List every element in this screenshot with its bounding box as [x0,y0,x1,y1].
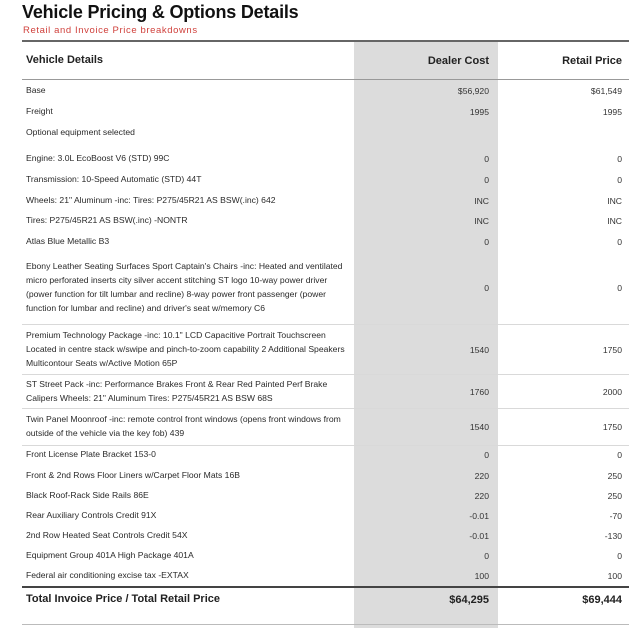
table-row [22,326,629,374]
table-row [22,566,629,586]
table-bottom-rule [22,624,629,625]
page-subtitle: Retail and Invoice Price breakdowns [23,25,198,36]
table-row [22,148,629,169]
row-dealer-cost: 1760 [469,387,489,397]
total-row [22,588,629,612]
total-retail-price: $69,444 [582,594,622,606]
table-row [22,376,629,408]
row-dealer-cost: 0 [484,153,489,164]
row-retail-price: INC [607,216,622,226]
header-vehicle-details: Vehicle Details [26,53,104,66]
row-retail-price: 0 [617,153,622,164]
row-description: Equipment Group 401A High Package 401A [26,550,194,561]
row-dealer-cost: 0 [484,551,489,561]
row-description: Front License Plate Bracket 153-0 [26,449,156,460]
table-row [22,252,629,324]
row-divider [22,324,629,325]
row-description: Ebony Leather Seating Surfaces Sport Captain's Chairs -inc: Heated and ventilated micro perforated inserts city silver accent stitching ST logo 10-way power driver (power function for tilt lumbar and recline) 8-way power front passenger (power function for lumbar and recline) and driver's seat w/memory C6 [26,261,343,313]
row-description: Federal air conditioning excise tax -EXTAX [26,570,189,581]
table-row [22,211,629,231]
row-description: Engine: 3.0L EcoBoost V6 (STD) 99C [26,152,170,163]
row-divider [22,374,629,375]
row-divider [22,408,629,409]
row-retail-price: 1995 [602,106,622,117]
row-dealer-cost: 1995 [469,106,489,117]
row-description: Black Roof-Rack Side Rails 86E [26,490,149,501]
row-dealer-cost: 0 [484,450,489,460]
row-dealer-cost: 0 [484,236,489,247]
total-dealer-cost: $64,295 [449,594,489,606]
total-label: Total Invoice Price / Total Retail Price [26,593,220,606]
table-row [22,101,629,122]
table-row [22,169,629,190]
row-retail-price: 0 [617,450,622,460]
header-dealer-cost: Dealer Cost [427,54,489,67]
row-retail-price: -70 [609,511,622,521]
row-retail-price: 100 [607,571,622,581]
row-retail-price: 0 [617,551,622,561]
page-title: Vehicle Pricing & Options Details [22,2,299,22]
row-retail-price: -130 [604,531,622,541]
table-row [22,506,629,526]
row-dealer-cost: -0.01 [469,511,489,521]
row-description: ST Street Pack -inc: Performance Brakes Front & Rear Red Painted Perf Brake Calipers Wheels: 21" Aluminum Tires: P275/45R21 AS BSW 68S [26,379,328,403]
pricing-table [22,40,629,628]
row-description: Transmission: 10-Speed Automatic (STD) 44T [26,173,202,184]
row-retail-price: 1750 [602,422,622,432]
row-description: Optional equipment selected [26,127,135,138]
row-retail-price: INC [607,195,622,206]
row-description: Rear Auxiliary Controls Credit 91X [26,510,157,521]
row-retail-price: 0 [617,174,622,185]
row-retail-price: $61,549 [590,85,622,96]
row-description: Atlas Blue Metallic B3 [26,235,110,246]
table-row [22,445,629,465]
table-header-row [22,42,629,79]
row-dealer-cost: 1540 [469,345,489,355]
row-description: 2nd Row Heated Seat Controls Credit 54X [26,530,188,541]
table-row [22,526,629,546]
row-retail-price: 0 [617,236,622,247]
row-description: Freight [26,105,53,116]
row-dealer-cost: 220 [474,470,489,481]
row-dealer-cost: 100 [474,571,489,581]
row-retail-price: 2000 [602,387,622,397]
row-description: Twin Panel Moonroof -inc: remote control front windows (opens front windows from outside of the vehicle via the key fob) 439 [26,414,341,438]
row-retail-price: 250 [607,470,622,481]
table-row [22,80,629,101]
table-row [22,465,629,486]
row-description: Front & 2nd Rows Floor Liners w/Carpet Floor Mats 16B [26,469,240,480]
row-dealer-cost: $56,920 [457,85,489,96]
row-description: Premium Technology Package -inc: 10.1" LCD Capacitive Portrait Touchscreen Located in centre stack w/swipe and pinch-to-zoom capability 2 Additional Speakers Multicontour Seats w/Active Motion 65P [26,330,345,368]
table-row [22,486,629,506]
row-dealer-cost: -0.01 [469,531,489,541]
row-description: Base [26,84,46,95]
row-retail-price: 0 [617,283,622,293]
row-description: Wheels: 21" Aluminum -inc: Tires: P275/45R21 AS BSW(.inc) 642 [26,194,276,205]
row-description: Tires: P275/45R21 AS BSW(.inc) -NONTR [26,215,188,226]
row-dealer-cost: INC [474,216,489,226]
header-retail-price: Retail Price [562,54,622,67]
row-dealer-cost: 1540 [469,422,489,432]
table-row [22,122,629,144]
row-retail-price: 250 [607,491,622,501]
row-dealer-cost: INC [474,195,489,206]
row-retail-price: 1750 [602,345,622,355]
table-row [22,231,629,252]
table-row [22,546,629,566]
row-dealer-cost: 0 [484,174,489,185]
row-dealer-cost: 220 [474,491,489,501]
row-dealer-cost: 0 [484,283,489,293]
table-row [22,410,629,444]
table-row [22,190,629,211]
